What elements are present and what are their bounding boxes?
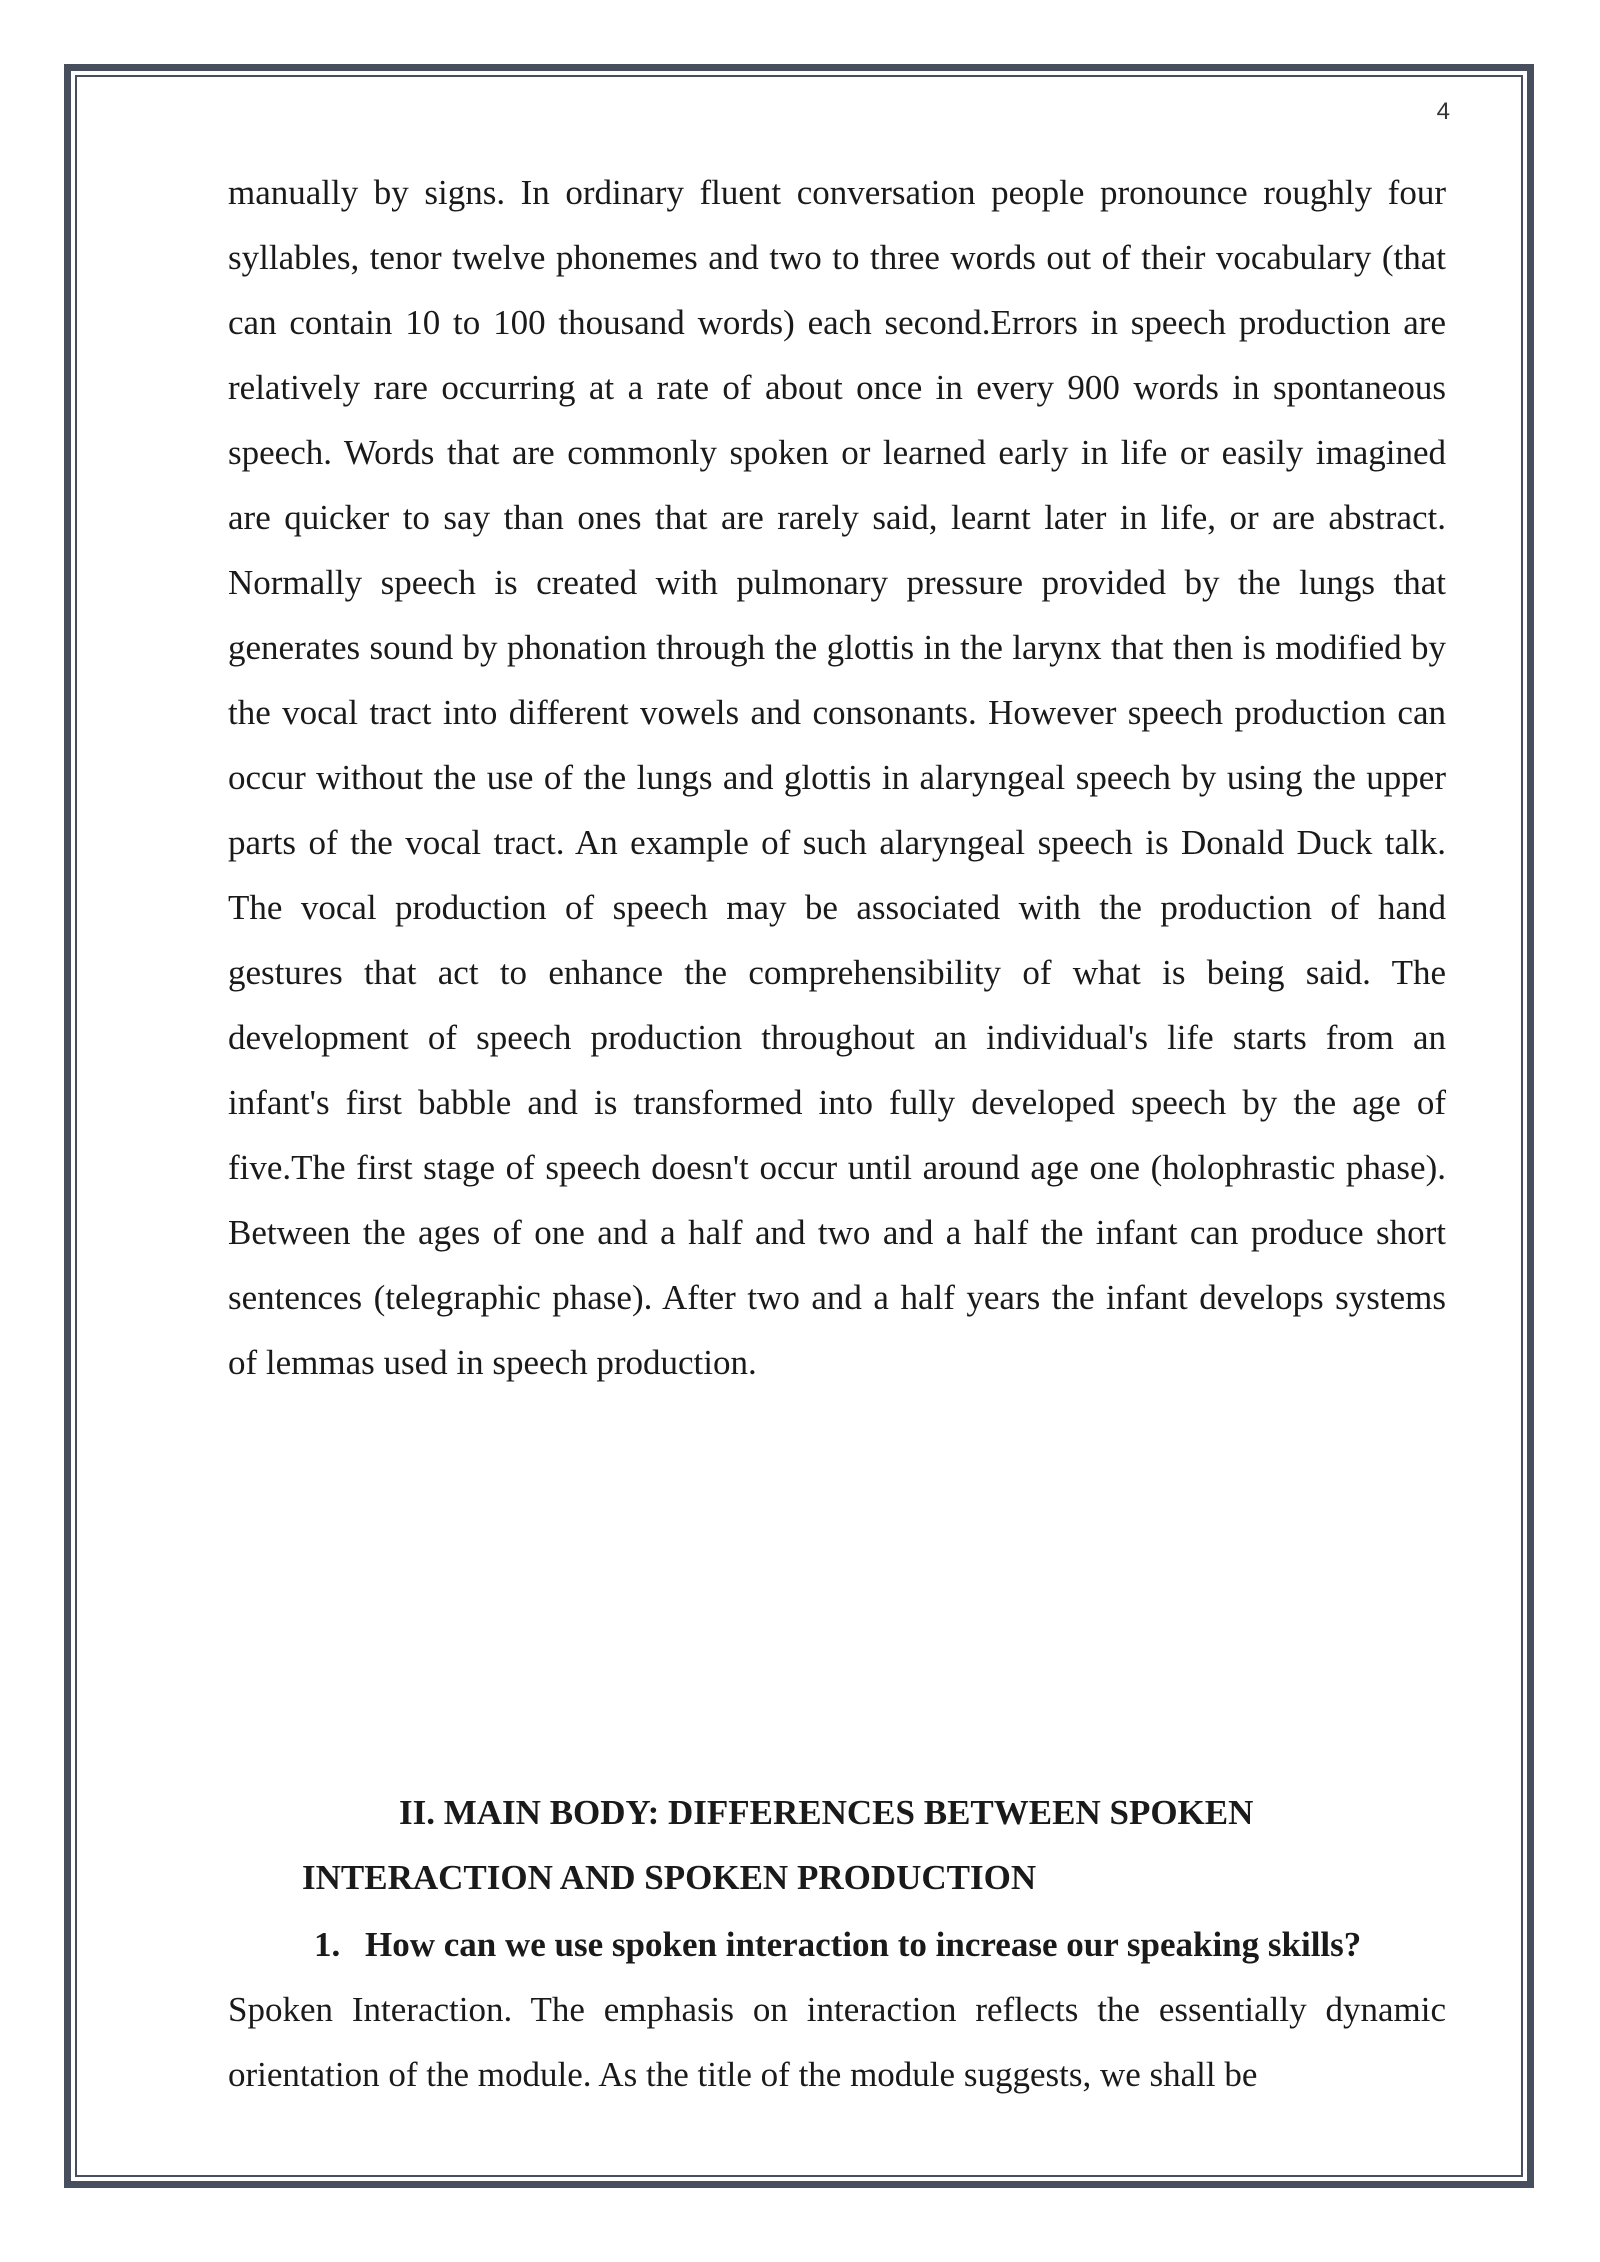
section-heading	[302, 1780, 1442, 1910]
section-heading-line1: II. MAIN BODY: DIFFERENCES BETWEEN SPOKEN	[399, 1793, 1254, 1832]
subheading	[314, 1912, 1454, 1977]
body-paragraph-continued: Spoken Interaction. The emphasis on interaction reflects the essentially dynamic orientation of the module. As the title of the module suggests, we shall be	[228, 1990, 1446, 2094]
section-heading-line2: INTERACTION AND SPOKEN PRODUCTION	[302, 1858, 1037, 1897]
subheading-text: How can we use spoken interaction to increase our speaking skills?	[365, 1925, 1362, 1964]
body-paragraph: manually by signs. In ordinary fluent conversation people pronounce roughly four syllables, tenor twelve phonemes and two to three words out of their vocabulary (that can contain 10 to 100 thousand words) each second.Errors in speech production are relatively rare occurring at a rate of about once in every 900 words in spontaneous speech. Words that are commonly spoken or learned early in life or easily imagined are quicker to say than ones that are rarely said, learnt later in life, or are abstract. Normally speech is created with pulmonary pressure provided by the lungs that generates sound by phonation through the glottis in the larynx that then is modified by the vocal tract into different vowels and consonants. However speech production can occur without the use of the lungs and glottis in alaryngeal speech by using the upper parts of the vocal tract. An example of such alaryngeal speech is Donald Duck talk. The vocal production of speech may be associated with the production of hand gestures that act to enhance the comprehensibility of what is being said. The development of speech production throughout an individual's life starts from an infant's first babble and is transformed into fully developed speech by the age of five.The first stage of speech doesn't occur until around age one (holophrastic phase). Between the ages of one and a half and two and a half the infant can produce short sentences (telegraphic phase). After two and a half years the infant develops systems of lemmas used in speech production.	[228, 173, 1446, 1382]
subheading-number: 1.	[314, 1925, 341, 1964]
page-number: 4	[1436, 98, 1450, 125]
